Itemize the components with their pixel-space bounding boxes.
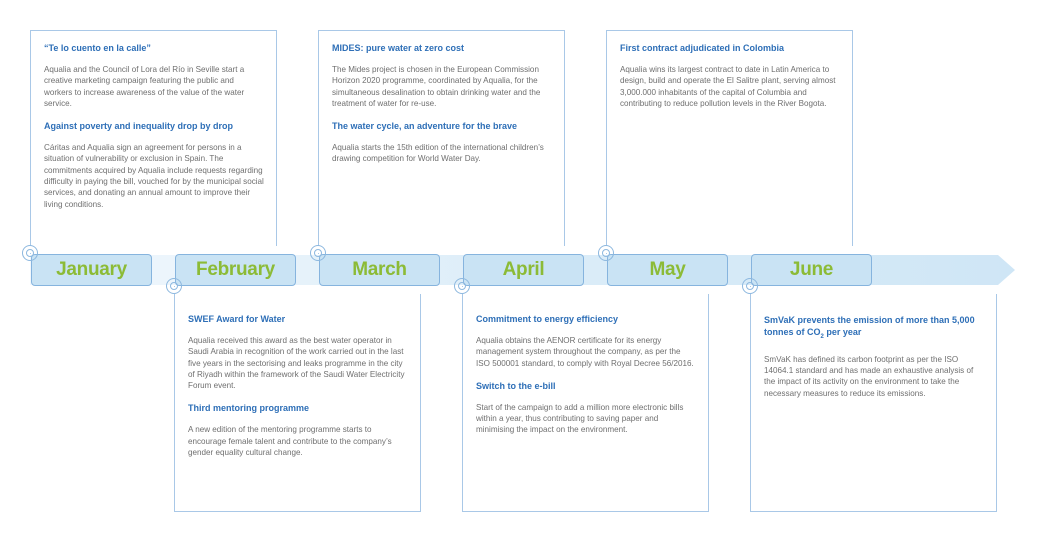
entry-title: Commitment to energy efficiency <box>476 314 619 324</box>
target-marker-icon <box>742 278 758 294</box>
month-june: June <box>751 254 872 286</box>
entry-title: SWEF Award for Water <box>188 314 286 324</box>
entry-title: MIDES: pure water at zero cost <box>332 43 465 53</box>
entry-title: The water cycle, an adventure for the brave <box>332 121 518 132</box>
april-card <box>462 294 709 512</box>
may-card <box>606 30 853 246</box>
entry-text: Cáritas and Aqualia sign an agreement for persons in a situation of vulnerability or exclusion in Spain. The commitments acquired by Aqualia include requests regarding difficulty in paying the bill, vouched for by the municipal social services, and donating an annual amount to improve their living conditions. <box>44 143 264 209</box>
title-prefix: SmVaK prevents the emission of more than 5,000 tonnes of CO <box>764 315 975 337</box>
january-card <box>30 30 277 246</box>
entry-text: Aqualia wins its largest contract to date in Latin America to design, build and operate the El Salitre plant, serving almost 3,000.000 inhabitants of the capital of Columbia and contributing to reduce pollution levels in the River Bogota. <box>620 65 836 108</box>
entry-title: Switch to the e-bill <box>476 380 556 391</box>
target-marker-icon <box>22 245 38 261</box>
entry-title <box>764 314 984 343</box>
entry-text: Start of the campaign to add a million more electronic bills within a year, thus contributing to saving paper and minimising the impact on the environment. <box>476 402 684 435</box>
entry-text: Aqualia obtains the AENOR certificate for its energy management system throughout the company, as per the ISO 500001 standard, to comply with Royal Decree 56/2016. <box>476 336 694 368</box>
month-january: January <box>31 254 152 286</box>
entry-title: Against poverty and inequality drop by drop <box>44 121 234 132</box>
target-marker-icon <box>166 278 182 294</box>
month-april: April <box>463 254 584 286</box>
month-february: February <box>175 254 296 286</box>
february-card <box>174 294 421 512</box>
june-card <box>750 294 997 512</box>
entry-text: Aqualia starts the 15th edition of the international children’s drawing competition for World Water Day. <box>332 143 544 164</box>
title-subscript: 2 <box>820 333 824 340</box>
entry-text: SmVaK has defined its carbon footprint as per the ISO 14064.1 standard and has made an exhaustive analysis of the impact of its activity on the environment to take the necessary measures to reduce its emissions. <box>764 354 974 398</box>
march-card <box>318 30 565 246</box>
entry-title: “Te lo cuento en la calle” <box>44 43 151 53</box>
entry-title: Third mentoring programme <box>188 403 310 414</box>
title-suffix: per year <box>823 327 862 337</box>
entry-text: Aqualia and the Council of Lora del Río in Seville start a creative marketing campaign featuring the public and workers to increase awareness of the value of the water service. <box>44 65 245 108</box>
target-marker-icon <box>598 245 614 261</box>
target-marker-icon <box>310 245 326 261</box>
entry-text: Aqualia received this award as the best water operator in Saudi Arabia in recognition of the work carried out in the last five years in the sectorising and leaks programme in the city of Riyadh within the framework of the Saudi Water Electricity Forum event. <box>188 336 405 391</box>
entry-text: The Mides project is chosen in the European Commission Horizon 2020 programme, coordinated by Aqualia, for the simultaneous desalination to obtain drinking water and the treatment of water for re-use. <box>332 65 541 108</box>
entry-title: First contract adjudicated in Colombia <box>620 43 785 53</box>
month-march: March <box>319 254 440 286</box>
target-marker-icon <box>454 278 470 294</box>
month-may: May <box>607 254 728 286</box>
entry-text: A new edition of the mentoring programme starts to encourage female talent and contribute to the company’s gender equality cultural change. <box>188 425 392 458</box>
